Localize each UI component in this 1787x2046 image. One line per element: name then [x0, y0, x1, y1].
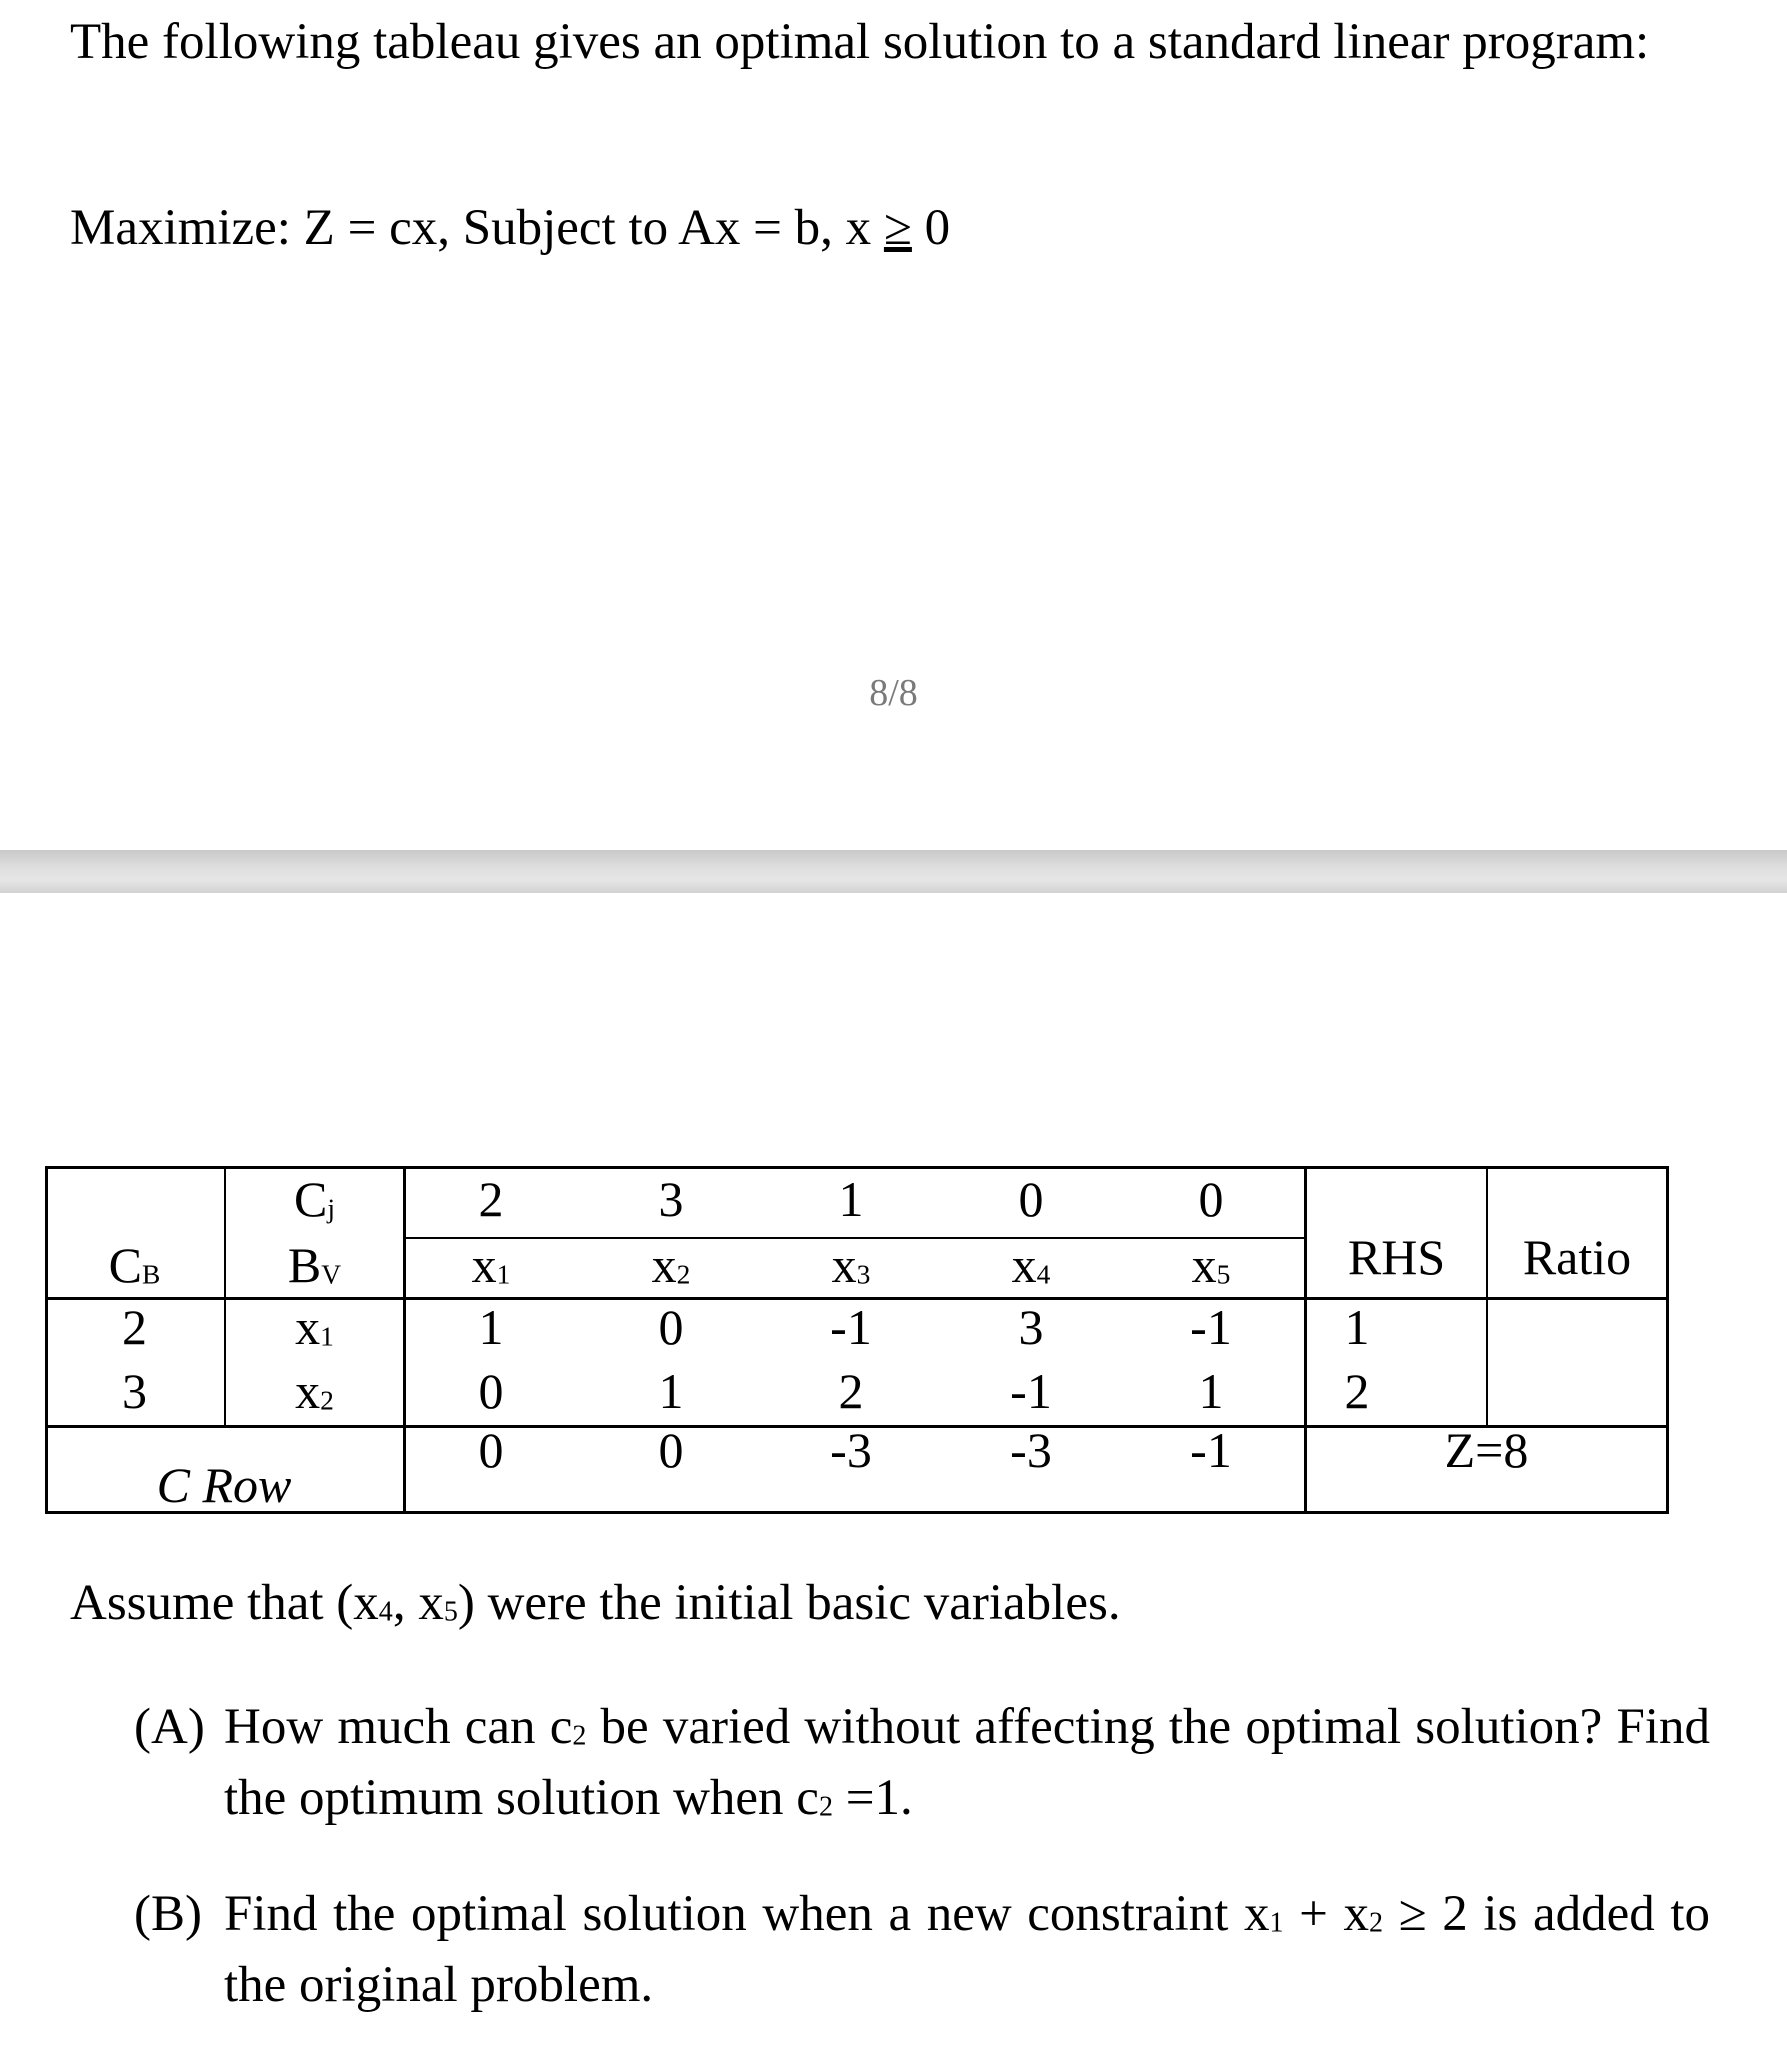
cost-value: 3: [658, 1171, 684, 1227]
ratio-header: Ratio: [1522, 1229, 1632, 1285]
rhs-header: RHS: [1347, 1229, 1446, 1285]
simplex-tableau: [45, 1166, 1669, 1514]
var-header: $x_5$: [1191, 1237, 1231, 1293]
crow-cell: 0: [658, 1422, 684, 1478]
crow-cell: -3: [830, 1422, 872, 1478]
var-header: $x_4$: [1011, 1237, 1051, 1293]
cost-value: 0: [1198, 1171, 1224, 1227]
table-cell: 1: [478, 1299, 504, 1355]
crow-cell: 0: [478, 1422, 504, 1478]
cb-label: $C_B$: [108, 1237, 161, 1293]
page-separator: [0, 850, 1787, 893]
table-cell: 0: [478, 1363, 504, 1419]
var-header: $x_1$: [471, 1237, 511, 1293]
row-basic-var: $x_2$: [295, 1363, 334, 1419]
objective-suffix: 0: [911, 200, 951, 256]
cost-value: 0: [1018, 1171, 1044, 1227]
crow-cell: -1: [1190, 1422, 1232, 1478]
table-cell: 0: [658, 1299, 684, 1355]
assumption-text: Assume that ($x_4$, $x_5$) were the initial basic variables.: [70, 1575, 1121, 1631]
table-cell: 2: [838, 1363, 864, 1419]
rhs-cell: 1: [1344, 1299, 1370, 1355]
row-cb: 3: [122, 1363, 147, 1419]
row-cb: 2: [122, 1299, 147, 1355]
table-cell: -1: [830, 1299, 872, 1355]
crow-cell: -3: [1010, 1422, 1052, 1478]
question-a-text: How much can $c_2$ be varied without affecting the optimal solution? Find the optimum solution when $c_2 =1$.: [224, 1699, 1710, 1827]
var-header: $x_2$: [651, 1237, 691, 1293]
table-cell: -1: [1190, 1299, 1232, 1355]
crow-label: C Row: [156, 1457, 292, 1513]
table-cell: -1: [1010, 1363, 1052, 1419]
cj-label: $C_j$: [294, 1171, 335, 1227]
row-basic-var: $x_1$: [295, 1299, 334, 1355]
cost-value: 2: [478, 1171, 504, 1227]
objective-statement: [70, 198, 950, 258]
table-cell: 1: [658, 1363, 684, 1419]
table-cell: 3: [1018, 1299, 1044, 1355]
rhs-cell: 2: [1344, 1363, 1370, 1419]
question-b-label: (B): [134, 1886, 202, 1942]
cost-value: 1: [838, 1171, 864, 1227]
geq-symbol: ≥: [883, 200, 912, 256]
question-b-text: Find the optimal solution when a new constraint $x_1 + x_2 \ge 2$ is added to the original problem.: [224, 1886, 1710, 2014]
var-header: $x_3$: [831, 1237, 871, 1293]
table-cell: 1: [1198, 1363, 1224, 1419]
bv-label: $B_V$: [287, 1237, 342, 1293]
table-border-right: [1666, 1166, 1669, 1514]
objective-prefix: Maximize: Z = cx, Subject to Ax = b, x: [70, 200, 884, 256]
page-number: 8/8: [869, 672, 918, 714]
intro-text: The following tableau gives an optimal solution to a standard linear program:: [70, 14, 1650, 70]
col-divider-bv: [403, 1166, 406, 1514]
question-a-label: (A): [134, 1699, 205, 1755]
table-border-top: [45, 1166, 1669, 1169]
col-divider-ratio: [1486, 1166, 1488, 1427]
z-value: Z=8: [1444, 1422, 1529, 1478]
